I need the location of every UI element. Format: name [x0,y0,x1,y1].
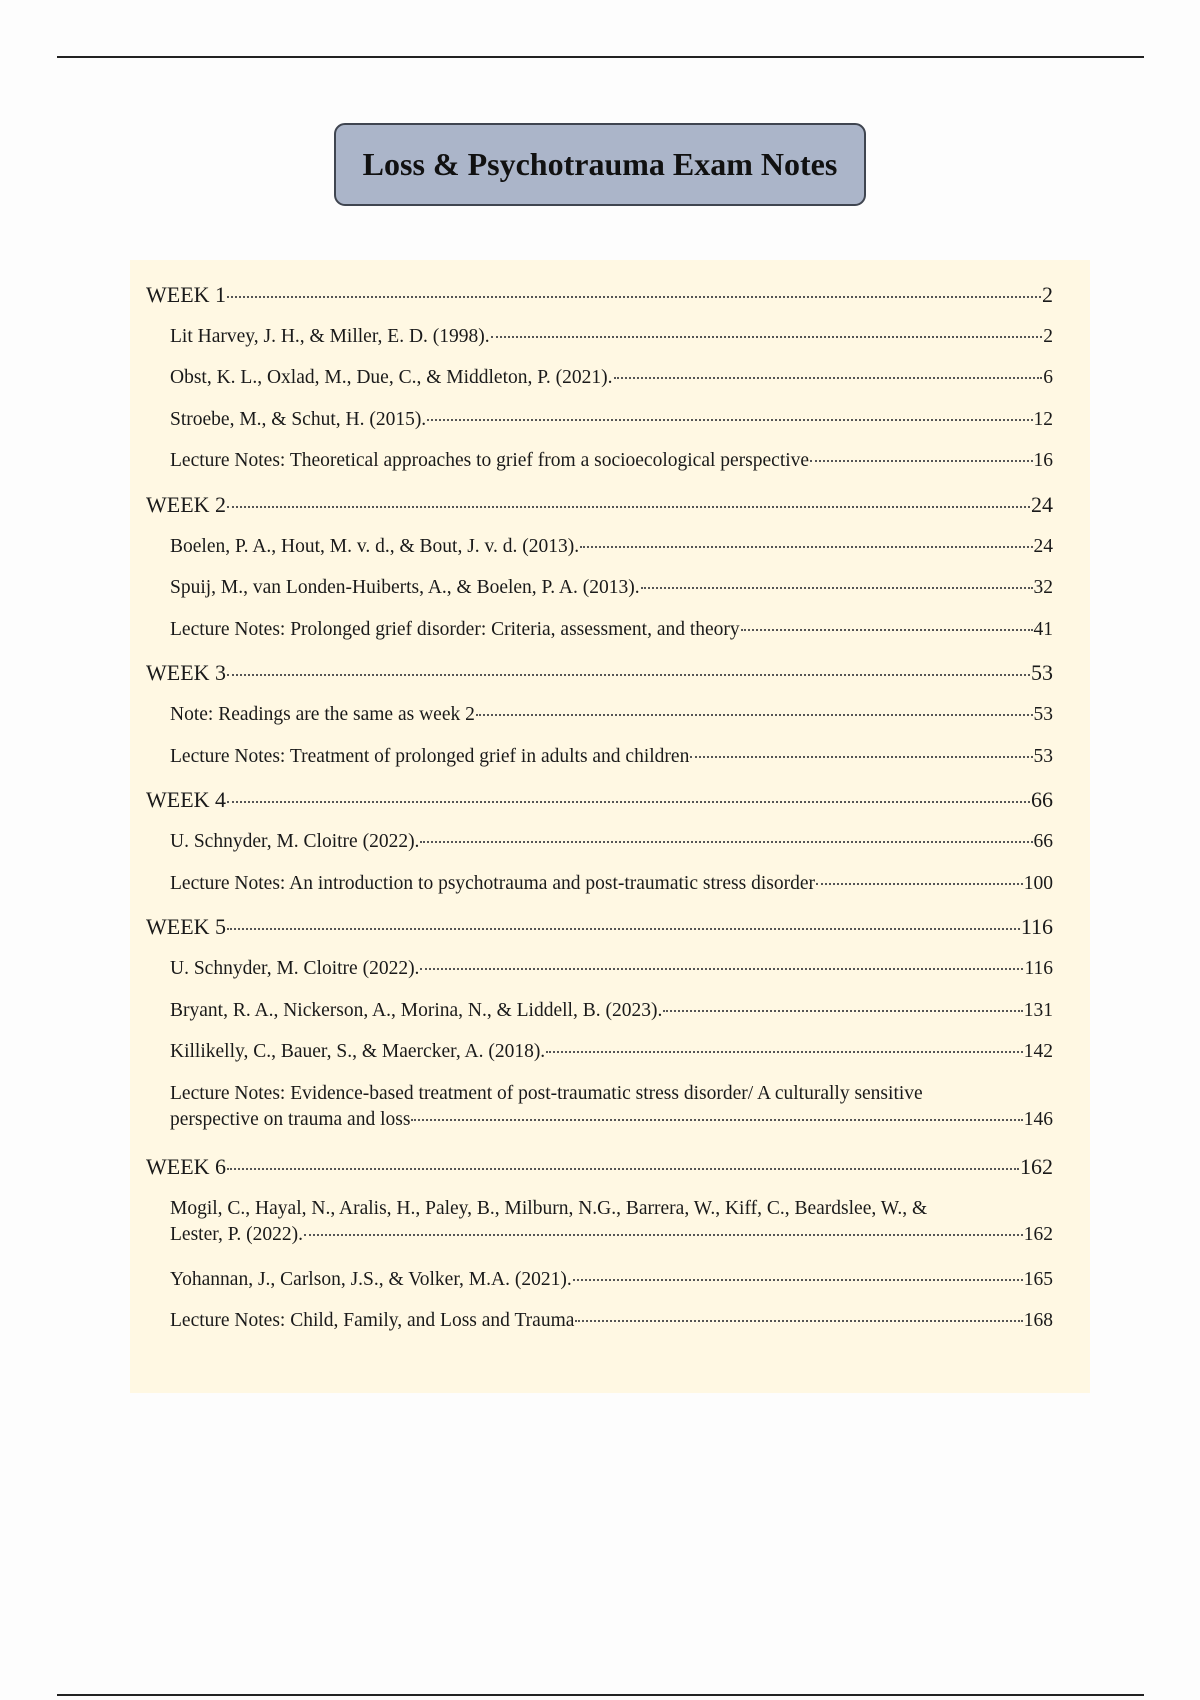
toc-entry-multiline[interactable] [170,1083,1053,1131]
toc-page-number: 131 [1023,1000,1053,1021]
toc-leader-dots [476,714,1033,716]
toc-entry-label: Note: Readings are the same as week 2 [170,704,475,725]
toc-leader-dots [575,1320,1022,1322]
toc-entry[interactable] [170,450,1053,472]
toc-leader-dots [227,1168,1019,1170]
toc-entry-label: Lecture Notes: Treatment of prolonged grief in adults and children [170,746,690,767]
toc-leader-dots [690,756,1032,758]
toc-entry[interactable] [170,367,1053,389]
toc-leader-dots [227,296,1041,298]
toc-entry-label-line-1: Mogil, C., Hayal, N., Aralis, H., Paley, B., Milburn, N.G., Barrera, W., Kiff, C., Beardslee, W., & [170,1198,928,1219]
toc-leader-dots [227,674,1030,676]
toc-leader-dots [491,336,1043,338]
toc-entry[interactable] [170,1041,1053,1063]
toc-entry-label: Lecture Notes: Prolonged grief disorder: Criteria, assessment, and theory [170,619,740,640]
toc-leader-dots [573,1279,1023,1281]
toc-page-number: 146 [1023,1109,1053,1130]
toc-leader-dots [614,377,1043,379]
toc-page-number: 24 [1033,536,1053,557]
toc-leader-dots [227,506,1030,508]
toc-leader-dots [420,968,1023,970]
toc-week-6[interactable] [146,1154,1053,1180]
toc-entry-label: Spuij, M., van Londen-Huiberts, A., & Boelen, P. A. (2013). [170,577,640,598]
toc-page-number: 66 [1033,831,1053,852]
toc-entry-label-line-1: Lecture Notes: Evidence-based treatment of post-traumatic stress disorder/ A culturally sensitive [170,1083,923,1104]
toc-week-label: WEEK 1 [146,282,227,307]
toc-week-2[interactable] [146,492,1053,518]
toc-page-number: 142 [1023,1041,1053,1062]
toc-page-number: 168 [1023,1310,1053,1331]
toc-leader-dots [580,546,1032,548]
toc-leader-dots [227,801,1030,803]
toc-page-number: 165 [1023,1269,1053,1290]
toc-entry-label-line-2: Lester, P. (2022). [170,1224,303,1245]
toc-entry[interactable] [170,619,1053,641]
toc-page-number: 16 [1033,450,1053,471]
toc-entry[interactable] [170,746,1053,768]
toc-page-number: 24 [1031,492,1053,517]
toc-entry-label: Obst, K. L., Oxlad, M., Due, C., & Middleton, P. (2021). [170,367,613,388]
toc-entry[interactable] [170,409,1053,431]
toc-entry-multiline[interactable] [170,1198,1053,1246]
toc-entry[interactable] [170,577,1053,599]
toc-entry[interactable] [170,1310,1053,1332]
toc-page-number: 162 [1023,1224,1053,1245]
toc-leader-dots [227,928,1020,930]
toc-leader-dots [816,883,1023,885]
toc-entry-label: Lecture Notes: An introduction to psychotrauma and post-traumatic stress disorder [170,873,815,894]
toc-page-number: 66 [1031,787,1053,812]
toc-page-number: 2 [1042,282,1053,307]
toc-leader-dots [411,1119,1022,1121]
title-box [334,123,866,206]
toc-entry[interactable] [170,958,1053,980]
toc-page-number: 32 [1033,577,1053,598]
toc-entry-label: Stroebe, M., & Schut, H. (2015). [170,409,427,430]
toc-week-4[interactable] [146,787,1053,813]
document-title: Loss & Psychotrauma Exam Notes [362,146,838,182]
toc-page-number: 41 [1033,619,1053,640]
toc-week-label: WEEK 3 [146,660,227,685]
toc-leader-dots [741,629,1033,631]
toc-page-number: 6 [1043,367,1053,388]
toc-leader-dots [663,1010,1022,1012]
toc-page-number: 2 [1043,326,1053,347]
toc-entry[interactable] [170,1269,1053,1291]
toc-entry[interactable] [170,873,1053,895]
toc-entry-label: Killikelly, C., Bauer, S., & Maercker, A. (2018). [170,1041,546,1062]
toc-entry-label: U. Schnyder, M. Cloitre (2022). [170,831,420,852]
toc-entry-label: U. Schnyder, M. Cloitre (2022). [170,958,420,979]
page-bottom-rule [57,1694,1144,1696]
toc-entry-label: Lecture Notes: Child, Family, and Loss and Trauma [170,1310,575,1331]
toc-entry-label: Lecture Notes: Theoretical approaches to grief from a socioecological perspective [170,450,810,471]
toc-page-number: 53 [1031,660,1053,685]
toc-week-label: WEEK 5 [146,914,227,939]
toc-page-number: 116 [1020,914,1053,939]
toc-page-number: 100 [1023,873,1053,894]
toc-page-number: 53 [1033,746,1053,767]
toc-entry[interactable] [170,326,1053,348]
toc-week-3[interactable] [146,660,1053,686]
toc-entry[interactable] [170,704,1053,726]
toc-leader-dots [546,1051,1023,1053]
toc-week-label: WEEK 6 [146,1154,227,1179]
toc-page-number: 116 [1024,958,1053,979]
toc-entry-label: Lit Harvey, J. H., & Miller, E. D. (1998). [170,326,490,347]
toc-week-label: WEEK 2 [146,492,227,517]
toc-entry-label: Boelen, P. A., Hout, M. v. d., & Bout, J. v. d. (2013). [170,536,580,557]
toc-entry-label: Bryant, R. A., Nickerson, A., Morina, N., & Liddell, B. (2023). [170,1000,663,1021]
toc-leader-dots [641,587,1033,589]
toc-leader-dots [810,460,1032,462]
toc-page-number: 12 [1033,409,1053,430]
page-top-rule [57,56,1144,58]
toc-entry[interactable] [170,1000,1053,1022]
toc-page-number: 53 [1033,704,1053,725]
toc-week-1[interactable] [146,282,1053,308]
toc-leader-dots [304,1234,1023,1236]
toc-entry-label: Yohannan, J., Carlson, J.S., & Volker, M.A. (2021). [170,1269,572,1290]
toc-week-5[interactable] [146,914,1053,940]
toc-leader-dots [420,841,1032,843]
toc-entry[interactable] [170,831,1053,853]
toc-page-number: 162 [1020,1154,1053,1179]
toc-week-label: WEEK 4 [146,787,227,812]
toc-entry[interactable] [170,536,1053,558]
toc-entry-label-line-2: perspective on trauma and loss [170,1109,411,1130]
toc-leader-dots [427,419,1032,421]
